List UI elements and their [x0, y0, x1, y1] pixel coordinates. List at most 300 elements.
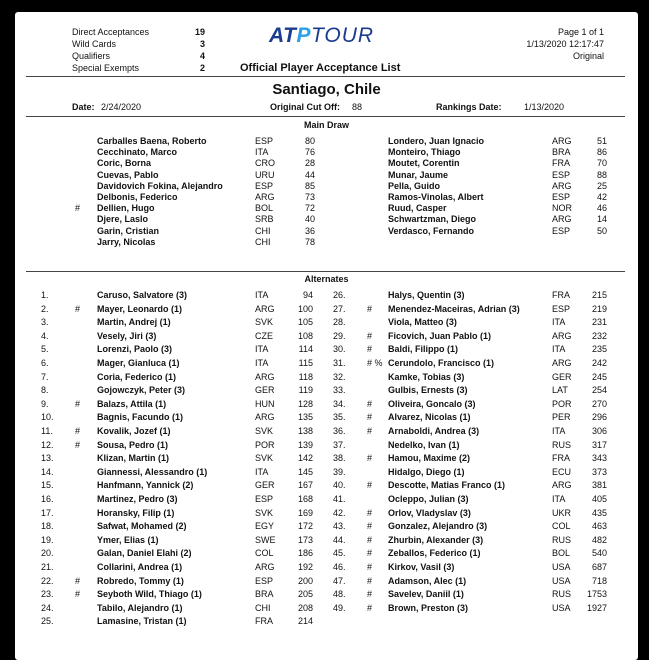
player-rank: 139 [297, 440, 313, 450]
alternate-number: 27. [333, 304, 346, 314]
player-country: ITA [255, 344, 269, 354]
player-name: Mager, Gianluca (1) [97, 358, 180, 368]
player-country: USA [552, 603, 571, 613]
player-country: SVK [255, 426, 274, 436]
player-country: URU [255, 170, 275, 180]
summary-label-direct: Direct Acceptances [72, 27, 150, 37]
player-rank: 72 [304, 203, 315, 213]
player-country: FRA [552, 158, 570, 168]
player-name: Nedelko, Ivan (1) [388, 440, 460, 450]
acceptance-list-sheet [15, 12, 638, 660]
player-name: Kirkov, Vasil (3) [388, 562, 455, 572]
alternate-number: 19. [41, 535, 54, 545]
main-draw-heading: Main Draw [303, 120, 349, 130]
alternate-number: 1. [41, 290, 49, 300]
entry-mark: # [75, 399, 81, 409]
player-country: ESP [552, 304, 571, 314]
player-name: Baldi, Filippo (1) [388, 344, 458, 354]
player-rank: 687 [591, 562, 607, 572]
player-rank: 80 [304, 136, 315, 146]
entry-mark: # [367, 603, 373, 613]
player-rank: 463 [591, 521, 607, 531]
player-country: ARG [552, 480, 572, 490]
player-country: ARG [255, 304, 275, 314]
divider [26, 271, 625, 272]
alternate-number: 5. [41, 344, 49, 354]
player-name: Coria, Federico (1) [97, 372, 177, 382]
entry-mark: # [367, 562, 373, 572]
player-name: Djere, Laslo [97, 214, 149, 224]
alternate-number: 28. [333, 317, 346, 327]
alternate-number: 25. [41, 616, 54, 626]
alternate-number: 3. [41, 317, 49, 327]
player-name: Ocleppo, Julian (3) [388, 494, 469, 504]
player-country: SRB [255, 214, 274, 224]
player-rank: 1753 [586, 589, 607, 599]
player-name: Lorenzi, Paolo (3) [97, 344, 173, 354]
alternate-number: 24. [41, 603, 54, 613]
player-country: ITA [552, 494, 566, 504]
player-rank: 115 [298, 358, 313, 368]
player-country: ITA [552, 426, 566, 436]
player-name: Klizan, Martin (1) [97, 453, 170, 463]
player-country: ITA [552, 344, 566, 354]
entry-mark: # [367, 508, 373, 518]
player-rank: 51 [596, 136, 607, 146]
alternate-number: 20. [41, 548, 54, 558]
player-country: BOL [255, 203, 274, 213]
player-name: Ramos-Vinolas, Albert [388, 192, 484, 202]
print-datetime: 1/13/2020 12:17:47 [526, 39, 604, 49]
player-country: GER [255, 480, 275, 490]
cutoff-value: 88 [352, 102, 363, 112]
entry-mark: # [367, 426, 373, 436]
player-name: Moutet, Corentin [388, 158, 460, 168]
player-name: Pella, Guido [388, 181, 441, 191]
player-country: COL [255, 548, 274, 558]
player-rank: 435 [591, 508, 607, 518]
player-rank: 482 [591, 535, 607, 545]
player-rank: 135 [297, 412, 313, 422]
player-name: Tabilo, Alejandro (1) [97, 603, 183, 613]
player-name: Gonzalez, Alejandro (3) [388, 521, 488, 531]
alternate-number: 12. [41, 440, 54, 450]
alternate-number: 7. [41, 372, 49, 382]
alternate-number: 13. [41, 453, 54, 463]
player-name: Arnaboldi, Andrea (3) [388, 426, 480, 436]
entry-mark: # [75, 576, 81, 586]
player-rank: 42 [596, 192, 607, 202]
rankings-date-label: Rankings Date: [436, 102, 502, 112]
player-rank: 100 [297, 304, 313, 314]
player-country: SWE [255, 535, 276, 545]
player-name: Gulbis, Ernests (3) [388, 385, 468, 395]
player-rank: 172 [297, 521, 313, 531]
player-rank: 219 [591, 304, 607, 314]
entry-mark: # [367, 344, 373, 354]
player-rank: 245 [591, 372, 607, 382]
player-rank: 296 [591, 412, 607, 422]
summary-value-special: 2 [199, 63, 205, 73]
alternate-number: 39. [333, 467, 346, 477]
atp-tour-logo: ATPTOUR [269, 24, 375, 47]
player-rank: 78 [304, 237, 315, 247]
player-country: USA [552, 576, 571, 586]
player-rank: 186 [297, 548, 313, 558]
player-country: GER [552, 372, 572, 382]
player-country: COL [552, 521, 571, 531]
player-rank: 270 [591, 399, 607, 409]
date-label: Date: [72, 102, 95, 112]
alternate-number: 46. [333, 562, 346, 572]
entry-mark: # [75, 426, 81, 436]
player-country: ARG [552, 358, 572, 368]
alternate-number: 38. [333, 453, 346, 463]
player-rank: 215 [591, 290, 607, 300]
entry-mark: # [367, 480, 373, 490]
player-country: ARG [255, 192, 275, 202]
player-name: Alvarez, Nicolas (1) [388, 412, 471, 422]
player-country: POR [552, 399, 572, 409]
player-rank: 85 [304, 181, 315, 191]
player-rank: 208 [297, 603, 313, 613]
player-name: Ficovich, Juan Pablo (1) [388, 331, 492, 341]
entry-mark: # [367, 304, 373, 314]
alternate-number: 16. [41, 494, 54, 504]
player-name: Giannessi, Alessandro (1) [97, 467, 208, 477]
alternate-number: 30. [333, 344, 346, 354]
divider [26, 76, 625, 77]
player-country: ARG [552, 214, 572, 224]
player-rank: 14 [596, 214, 607, 224]
alternate-number: 41. [333, 494, 346, 504]
cutoff-label: Original Cut Off: [270, 102, 340, 112]
entry-mark: # [75, 304, 81, 314]
player-name: Mayer, Leonardo (1) [97, 304, 183, 314]
player-rank: 118 [298, 372, 313, 382]
alternate-number: 35. [333, 412, 346, 422]
player-rank: 28 [304, 158, 315, 168]
alternate-number: 48. [333, 589, 346, 599]
entry-mark: # [367, 412, 373, 422]
player-country: POR [255, 440, 275, 450]
alternate-number: 40. [333, 480, 346, 490]
alternate-number: 23. [41, 589, 54, 599]
player-rank: 138 [297, 426, 313, 436]
player-name: Caruso, Salvatore (3) [97, 290, 188, 300]
player-name: Collarini, Andrea (1) [97, 562, 183, 572]
player-rank: 108 [297, 331, 313, 341]
player-country: SVK [255, 508, 274, 518]
summary-value-wildcards: 3 [199, 39, 205, 49]
player-country: HUN [255, 399, 275, 409]
player-rank: 73 [304, 192, 315, 202]
entry-mark: # [75, 589, 81, 599]
player-country: ITA [255, 467, 269, 477]
alternate-number: 15. [41, 480, 54, 490]
player-country: GER [255, 385, 275, 395]
player-country: CZE [255, 331, 273, 341]
player-name: Zeballos, Federico (1) [388, 548, 481, 558]
entry-mark: # [367, 589, 373, 599]
player-name: Coric, Borna [97, 158, 152, 168]
summary-value-qualifiers: 4 [199, 51, 205, 61]
alternate-number: 22. [41, 576, 54, 586]
player-name: Orlov, Vladyslav (3) [388, 508, 471, 518]
player-name: Munar, Jaume [388, 170, 449, 180]
player-rank: 254 [591, 385, 607, 395]
player-name: Kamke, Tobias (3) [388, 372, 465, 382]
player-rank: 173 [297, 535, 313, 545]
player-name: Cecchinato, Marco [97, 147, 178, 157]
player-country: ESP [255, 136, 274, 146]
player-country: FRA [552, 453, 570, 463]
player-country: RUS [552, 589, 572, 599]
player-rank: 192 [297, 562, 313, 572]
alternate-number: 31. [333, 358, 346, 368]
player-rank: 232 [591, 331, 607, 341]
player-name: Kovalik, Jozef (1) [97, 426, 171, 436]
player-country: ARG [552, 331, 572, 341]
player-rank: 114 [298, 344, 313, 354]
player-country: ESP [255, 576, 274, 586]
alternate-number: 9. [41, 399, 49, 409]
entry-mark: # [367, 521, 373, 531]
player-name: Savelev, Daniil (1) [388, 589, 464, 599]
player-rank: 373 [591, 467, 607, 477]
alternate-number: 45. [333, 548, 346, 558]
player-name: Hidalgo, Diego (1) [388, 467, 465, 477]
player-country: ITA [255, 147, 269, 157]
player-name: Lamasine, Tristan (1) [97, 616, 187, 626]
player-country: EGY [255, 521, 275, 531]
alternate-number: 37. [333, 440, 346, 450]
player-name: Ymer, Elias (1) [97, 535, 159, 545]
player-name: Dellien, Hugo [97, 203, 155, 213]
player-name: Robredo, Tommy (1) [97, 576, 184, 586]
player-name: Martinez, Pedro (3) [97, 494, 178, 504]
alternate-number: 2. [41, 304, 49, 314]
player-name: Verdasco, Fernando [388, 226, 475, 236]
player-country: LAT [552, 385, 568, 395]
player-country: ITA [255, 290, 269, 300]
document-title: Official Player Acceptance List [240, 62, 401, 74]
player-country: ECU [552, 467, 572, 477]
player-rank: 242 [591, 358, 607, 368]
alternate-number: 34. [333, 399, 346, 409]
player-name: Balazs, Attila (1) [97, 399, 167, 409]
entry-mark: # [75, 203, 81, 213]
alternate-number: 4. [41, 331, 49, 341]
player-name: Cerundolo, Francisco (1) [388, 358, 495, 368]
alternate-number: 43. [333, 521, 346, 531]
player-country: ITA [552, 317, 566, 327]
player-country: FRA [552, 290, 570, 300]
player-name: Monteiro, Thiago [388, 147, 461, 157]
player-rank: 381 [591, 480, 607, 490]
entry-mark: # % [367, 358, 383, 368]
player-name: Carballes Baena, Roberto [97, 136, 207, 146]
player-rank: 168 [297, 494, 313, 504]
player-name: Descotte, Matias Franco (1) [388, 480, 506, 490]
player-rank: 405 [591, 494, 607, 504]
alternate-number: 26. [333, 290, 346, 300]
player-country: USA [552, 562, 571, 572]
player-rank: 231 [591, 317, 607, 327]
player-country: ESP [552, 192, 571, 202]
date-value: 2/24/2020 [101, 102, 142, 112]
player-country: ARG [552, 181, 572, 191]
entry-mark: # [367, 399, 373, 409]
player-rank: 169 [297, 508, 313, 518]
alternate-number: 14. [41, 467, 54, 477]
player-name: Londero, Juan Ignacio [388, 136, 485, 146]
alternate-number: 36. [333, 426, 346, 436]
entry-mark: # [367, 331, 373, 341]
player-name: Brown, Preston (3) [388, 603, 469, 613]
player-rank: 167 [297, 480, 313, 490]
player-country: ARG [255, 562, 275, 572]
player-rank: 317 [591, 440, 607, 450]
player-country: PER [552, 412, 571, 422]
player-name: Sousa, Pedro (1) [97, 440, 169, 450]
player-country: CHI [255, 237, 271, 247]
player-country: ESP [552, 226, 571, 236]
player-rank: 76 [304, 147, 315, 157]
player-rank: 718 [591, 576, 607, 586]
player-country: CHI [255, 603, 271, 613]
player-country: ITA [255, 358, 269, 368]
player-name: Gojowczyk, Peter (3) [97, 385, 186, 395]
alternates-heading: Alternates [304, 274, 349, 284]
player-name: Delbonis, Federico [97, 192, 178, 202]
alternate-number: 17. [41, 508, 54, 518]
alternate-number: 49. [333, 603, 346, 613]
player-rank: 235 [591, 344, 607, 354]
player-rank: 214 [297, 616, 313, 626]
player-country: UKR [552, 508, 572, 518]
player-name: Davidovich Fokina, Alejandro [97, 181, 223, 191]
entry-mark: # [75, 440, 81, 450]
player-country: RUS [552, 440, 572, 450]
player-name: Hanfmann, Yannick (2) [97, 480, 194, 490]
alternate-number: 21. [41, 562, 54, 572]
player-name: Schwartzman, Diego [388, 214, 477, 224]
player-country: NOR [552, 203, 572, 213]
entry-mark: # [367, 535, 373, 545]
player-name: Halys, Quentin (3) [388, 290, 465, 300]
player-country: ARG [255, 412, 275, 422]
alternate-number: 18. [41, 521, 54, 531]
player-rank: 205 [297, 589, 313, 599]
rankings-date-value: 1/13/2020 [524, 102, 565, 112]
player-name: Oliveira, Goncalo (3) [388, 399, 476, 409]
page-number: Page 1 of 1 [557, 27, 604, 37]
player-name: Galan, Daniel Elahi (2) [97, 548, 192, 558]
player-country: SVK [255, 453, 274, 463]
player-rank: 119 [298, 385, 313, 395]
player-rank: 88 [596, 170, 607, 180]
player-name: Jarry, Nicolas [97, 237, 156, 247]
player-name: Hamou, Maxime (2) [388, 453, 471, 463]
player-rank: 306 [591, 426, 607, 436]
player-rank: 94 [302, 290, 313, 300]
player-rank: 46 [596, 203, 607, 213]
player-rank: 36 [304, 226, 315, 236]
document-version: Original [572, 51, 604, 61]
player-name: Zhurbin, Alexander (3) [388, 535, 484, 545]
player-rank: 70 [596, 158, 607, 168]
alternate-number: 47. [333, 576, 346, 586]
alternate-number: 42. [333, 508, 346, 518]
player-name: Adamson, Alec (1) [388, 576, 467, 586]
alternate-number: 6. [41, 358, 49, 368]
player-rank: 25 [596, 181, 607, 191]
alternate-number: 29. [333, 331, 346, 341]
player-rank: 40 [304, 214, 315, 224]
player-rank: 200 [297, 576, 313, 586]
alternate-number: 10. [41, 412, 54, 422]
player-name: Viola, Matteo (3) [388, 317, 457, 327]
alternate-number: 33. [333, 385, 346, 395]
player-name: Bagnis, Facundo (1) [97, 412, 184, 422]
player-name: Menendez-Maceiras, Adrian (3) [388, 304, 520, 314]
entry-mark: # [367, 576, 373, 586]
summary-label-special: Special Exempts [72, 63, 140, 73]
player-country: BRA [255, 589, 274, 599]
player-name: Cuevas, Pablo [97, 170, 159, 180]
player-rank: 44 [304, 170, 315, 180]
alternate-number: 11. [41, 426, 53, 436]
player-rank: 1927 [586, 603, 607, 613]
player-country: ARG [255, 372, 275, 382]
player-rank: 86 [596, 147, 607, 157]
summary-label-wildcards: Wild Cards [72, 39, 117, 49]
player-name: Seyboth Wild, Thiago (1) [97, 589, 202, 599]
player-country: BOL [552, 548, 571, 558]
player-rank: 540 [591, 548, 607, 558]
player-country: ESP [255, 494, 274, 504]
player-country: RUS [552, 535, 572, 545]
player-rank: 105 [297, 317, 313, 327]
divider [26, 116, 625, 117]
player-name: Garin, Cristian [97, 226, 160, 236]
player-name: Horansky, Filip (1) [97, 508, 175, 518]
player-country: SVK [255, 317, 274, 327]
entry-mark: # [367, 453, 373, 463]
alternate-number: 8. [41, 385, 49, 395]
player-rank: 50 [596, 226, 607, 236]
alternate-number: 32. [333, 372, 346, 382]
player-name: Martin, Andrej (1) [97, 317, 171, 327]
player-rank: 343 [591, 453, 607, 463]
player-country: CRO [255, 158, 275, 168]
player-country: ARG [552, 136, 572, 146]
summary-value-direct: 19 [194, 27, 205, 37]
summary-label-qualifiers: Qualifiers [72, 51, 111, 61]
player-rank: 128 [297, 399, 313, 409]
player-country: ESP [552, 170, 571, 180]
player-name: Vesely, Jiri (3) [97, 331, 157, 341]
player-country: ESP [255, 181, 274, 191]
player-rank: 142 [297, 453, 313, 463]
entry-mark: # [367, 548, 373, 558]
player-name: Ruud, Casper [388, 203, 447, 213]
player-rank: 145 [297, 467, 313, 477]
player-name: Safwat, Mohamed (2) [97, 521, 187, 531]
tournament-name: Santiago, Chile [272, 81, 381, 98]
player-country: CHI [255, 226, 271, 236]
